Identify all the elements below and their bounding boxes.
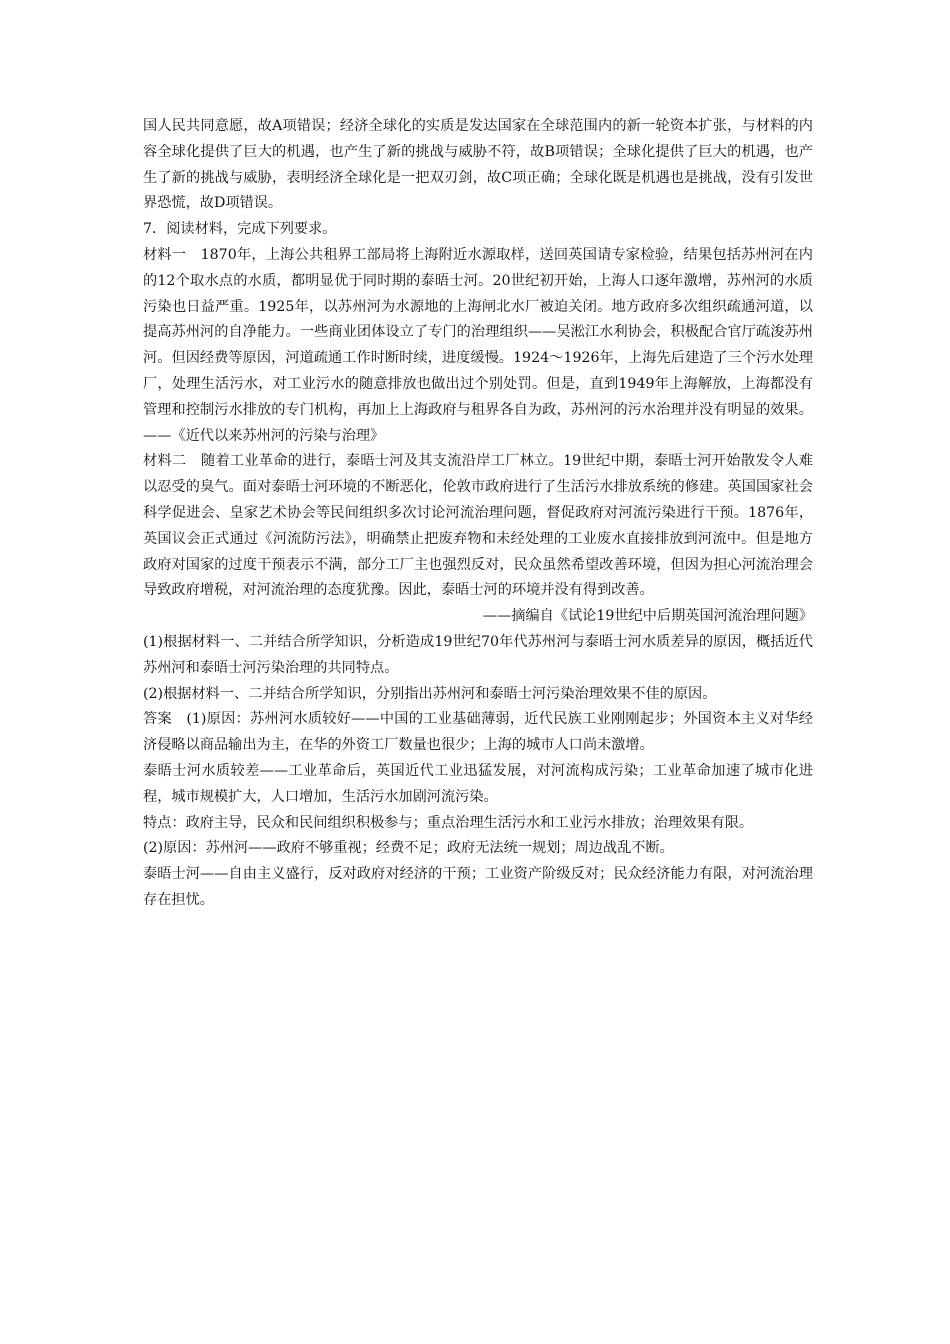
answer-characteristics: 特点：政府主导，民众和民间组织积极参与；重点治理生活污水和工业污水排放；治理效果有限。: [143, 814, 754, 831]
answer-thames-cause: 泰晤士河水质较差——工业革命后，英国近代工业迅猛发展，对河流构成污染；工业革命加速了城市化进程，城市规模扩大，人口增加，生活污水加剧河流污染。: [143, 762, 813, 805]
document-page: [143, 114, 813, 914]
material-one: 材料一 1870年，上海公共租界工部局将上海附近水源取样，送回英国请专家检验，结果包括苏州河在内的12个取水点的水质，都明显优于同时期的泰晤士河。20世纪初开始，上海人口逐年激增，苏州河的水质污染也日益严重。1925年，以苏州河为水源地的上海闸北水厂被迫关闭。地方政府多次组织疏通河道，以提高苏州河的自净能力。一些商业团体设立了专门的治理组织——吴淞江水利协会，积极配合官厅疏浚苏州河。但因经费等原因，河道疏通工作时断时续，进度缓慢。1924～1926年，上海先后建造了三个污水处理厂，处理生活污水，对工业污水的随意排放也做出过个别处罚。但是，直到1949年上海解放，上海都没有管理和控制污水排放的专门机构，再加上上海政府与租界各自为政，苏州河的污水治理并没有明显的效果。——《近代以来苏州河的污染与治理》: [143, 246, 813, 444]
prev-answer-explanation: 国人民共同意愿，故A项错误；经济全球化的实质是发达国家在全球范围内的新一轮资本扩张，与材料的内容全球化提供了巨大的机遇，也产生了新的挑战与威胁不符，故B项错误；全球化提供了巨大的机遇，也产生了新的挑战与威胁，表明经济全球化是一把双刃剑，故C项正确；全球化既是机遇也是挑战，没有引发世界恐慌，故D项错误。: [143, 118, 813, 212]
material-two: 材料二 随着工业革命的进行，泰晤士河及其支流沿岸工厂林立。19世纪中期，泰晤士河开始散发令人难以忍受的臭气。面对泰晤士河环境的不断恶化，伦敦市政府进行了生活污水排放系统的修建。英国国家社会科学促进会、皇家艺术协会等民间组织多次讨论河流治理问题，督促政府对河流污染进行干预。1876年，英国议会正式通过《河流防污法》，明确禁止把废弃物和未经处理的工业废水直接排放到河流中。但是地方政府对国家的过度干预表示不满，部分工厂主也强烈反对，民众虽然希望改善环境，但因为担心河流治理会导致政府增税，对河流治理的态度犹豫。因此，泰晤士河的环境并没有得到改善。: [143, 453, 814, 599]
material-two-source: ——摘编自《试论19世纪中后期英国河流治理问题》: [482, 608, 813, 625]
answer-part-2-thames: 泰晤士河——自由主义盛行，反对政府对经济的干预；工业资产阶级反对；民众经济能力有限，对河流治理存在担忧。: [143, 866, 813, 908]
sub-question-2: (2)根据材料一、二并结合所学知识，分别指出苏州河和泰晤士河污染治理效果不佳的原因。: [143, 685, 717, 702]
answer-part-1-cause: 答案 (1)原因：苏州河水质较好——中国的工业基础薄弱，近代民族工业刚刚起步；外国资本主义对华经济侵略以商品输出为主，在华的外资工厂数量也很少；上海的城市人口尚未激增。: [143, 711, 813, 754]
sub-question-1: (1)根据材料一、二并结合所学知识，分析造成19世纪70年代苏州河与泰晤士河水质差异的原因，概括近代苏州河和泰晤士河污染治理的共同特点。: [143, 633, 813, 676]
answer-part-2-suzhou: (2)原因：苏州河——政府不够重视；经费不足；政府无法统一规划；周边战乱不断。: [143, 840, 674, 857]
question-7-stem: 7．阅读材料，完成下列要求。: [143, 221, 337, 238]
